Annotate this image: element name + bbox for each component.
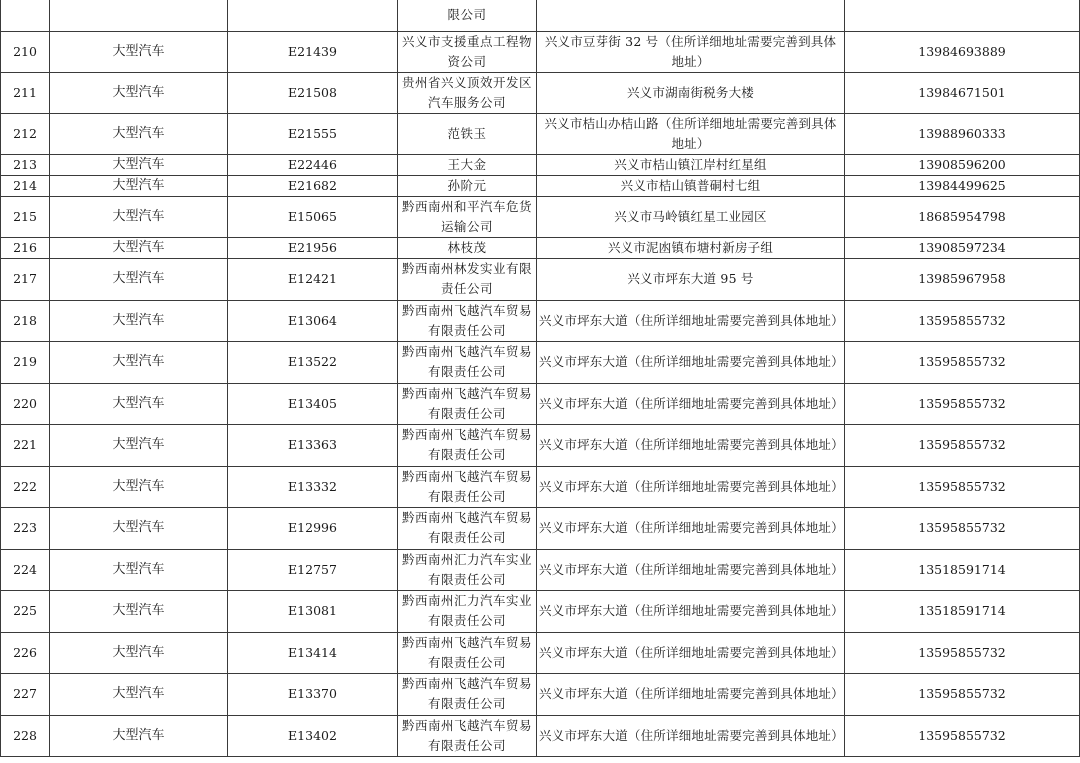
cell-owner: 黔西南州飞越汽车贸易有限责任公司 — [398, 715, 537, 756]
cell-plate-number: E13370 — [228, 673, 398, 715]
cell-owner: 兴义市支援重点工程物资公司 — [398, 31, 537, 72]
cell-phone: 13595855732 — [845, 341, 1080, 383]
cell-phone: 13595855732 — [845, 507, 1080, 549]
table-body — [1, 0, 1080, 756]
cell-plate-number: E21439 — [228, 31, 398, 72]
table-row — [1, 424, 1080, 466]
table-row — [1, 113, 1080, 154]
cell-no: 225 — [1, 590, 50, 632]
cell-no: 219 — [1, 341, 50, 383]
cell-address: 兴义市坪东大道（住所详细地址需要完善到具体地址） — [537, 673, 845, 715]
cell-vehicle-type: 大型汽车 — [50, 383, 228, 424]
cell-owner: 黔西南州飞越汽车贸易有限责任公司 — [398, 383, 537, 424]
cell-plate-number: E13414 — [228, 632, 398, 673]
table-row — [1, 196, 1080, 237]
cell-vehicle-type: 大型汽车 — [50, 549, 228, 590]
cell-vehicle-type: 大型汽车 — [50, 72, 228, 113]
table-row — [1, 673, 1080, 715]
cell-vehicle-type: 大型汽车 — [50, 113, 228, 154]
cell-phone: 13984693889 — [845, 31, 1080, 72]
cell-address: 兴义市坪东大道（住所详细地址需要完善到具体地址） — [537, 300, 845, 341]
cell-address: 兴义市桔山镇普硐村七组 — [537, 175, 845, 196]
table-row — [1, 341, 1080, 383]
cell-phone: 13595855732 — [845, 632, 1080, 673]
cell-address: 兴义市坪东大道（住所详细地址需要完善到具体地址） — [537, 590, 845, 632]
cell-phone: 13908597234 — [845, 237, 1080, 258]
table-row-top-fragment — [1, 0, 1080, 31]
cell-no: 222 — [1, 466, 50, 507]
cell-address: 兴义市马岭镇红星工业园区 — [537, 196, 845, 237]
cell-plate-number: E13405 — [228, 383, 398, 424]
cell-plate-number: E13064 — [228, 300, 398, 341]
cell-phone: 13595855732 — [845, 673, 1080, 715]
cell-no: 226 — [1, 632, 50, 673]
cell-address — [537, 0, 845, 31]
cell-no: 215 — [1, 196, 50, 237]
table-row — [1, 549, 1080, 590]
cell-plate-number: E22446 — [228, 154, 398, 175]
cell-owner: 孙阶元 — [398, 175, 537, 196]
cell-vehicle-type: 大型汽车 — [50, 300, 228, 341]
cell-owner: 黔西南州林发实业有限责任公司 — [398, 258, 537, 300]
cell-vehicle-type: 大型汽车 — [50, 590, 228, 632]
table-row — [1, 175, 1080, 196]
table-row — [1, 31, 1080, 72]
cell-no: 213 — [1, 154, 50, 175]
cell-address: 兴义市湖南街税务大楼 — [537, 72, 845, 113]
cell-phone: 13595855732 — [845, 715, 1080, 756]
cell-no: 220 — [1, 383, 50, 424]
table-row — [1, 258, 1080, 300]
table-row — [1, 154, 1080, 175]
cell-no: 216 — [1, 237, 50, 258]
cell-phone: 18685954798 — [845, 196, 1080, 237]
cell-plate-number: E21956 — [228, 237, 398, 258]
cell-owner: 限公司 — [398, 0, 537, 31]
cell-address: 兴义市豆芽街 32 号（住所详细地址需要完善到具体地址） — [537, 31, 845, 72]
cell-owner: 黔西南州飞越汽车贸易有限责任公司 — [398, 673, 537, 715]
cell-vehicle-type: 大型汽车 — [50, 715, 228, 756]
cell-plate-number: E21555 — [228, 113, 398, 154]
cell-no: 221 — [1, 424, 50, 466]
cell-no: 214 — [1, 175, 50, 196]
cell-phone — [845, 0, 1080, 31]
cell-vehicle-type: 大型汽车 — [50, 196, 228, 237]
cell-plate-number: E13363 — [228, 424, 398, 466]
cell-phone: 13518591714 — [845, 549, 1080, 590]
cell-address: 兴义市坪东大道（住所详细地址需要完善到具体地址） — [537, 466, 845, 507]
cell-no — [1, 0, 50, 31]
cell-vehicle-type: 大型汽车 — [50, 466, 228, 507]
cell-plate-number: E12421 — [228, 258, 398, 300]
cell-phone: 13595855732 — [845, 300, 1080, 341]
cell-phone: 13595855732 — [845, 466, 1080, 507]
cell-owner: 黔西南州飞越汽车贸易有限责任公司 — [398, 466, 537, 507]
cell-phone: 13985967958 — [845, 258, 1080, 300]
cell-owner: 黔西南州飞越汽车贸易有限责任公司 — [398, 424, 537, 466]
cell-address: 兴义市坪东大道（住所详细地址需要完善到具体地址） — [537, 549, 845, 590]
table-row — [1, 466, 1080, 507]
cell-vehicle-type — [50, 0, 228, 31]
cell-no: 212 — [1, 113, 50, 154]
cell-owner: 黔西南州和平汽车危货运输公司 — [398, 196, 537, 237]
cell-vehicle-type: 大型汽车 — [50, 237, 228, 258]
cell-address: 兴义市坪东大道（住所详细地址需要完善到具体地址） — [537, 424, 845, 466]
cell-phone: 13595855732 — [845, 383, 1080, 424]
cell-owner: 王大金 — [398, 154, 537, 175]
cell-vehicle-type: 大型汽车 — [50, 175, 228, 196]
cell-phone: 13984499625 — [845, 175, 1080, 196]
cell-no: 211 — [1, 72, 50, 113]
cell-vehicle-type: 大型汽车 — [50, 673, 228, 715]
cell-address: 兴义市桔山办桔山路（住所详细地址需要完善到具体地址） — [537, 113, 845, 154]
cell-owner: 黔西南州飞越汽车贸易有限责任公司 — [398, 341, 537, 383]
cell-vehicle-type: 大型汽车 — [50, 258, 228, 300]
cell-owner: 黔西南州汇力汽车实业有限责任公司 — [398, 590, 537, 632]
cell-phone: 13984671501 — [845, 72, 1080, 113]
cell-address: 兴义市坪东大道 95 号 — [537, 258, 845, 300]
cell-plate-number: E12996 — [228, 507, 398, 549]
table-row — [1, 383, 1080, 424]
cell-address: 兴义市桔山镇江岸村红星组 — [537, 154, 845, 175]
cell-no: 210 — [1, 31, 50, 72]
cell-address: 兴义市泥凼镇布塘村新房子组 — [537, 237, 845, 258]
cell-owner: 黔西南州飞越汽车贸易有限责任公司 — [398, 300, 537, 341]
table-row — [1, 715, 1080, 756]
cell-no: 217 — [1, 258, 50, 300]
cell-vehicle-type: 大型汽车 — [50, 424, 228, 466]
cell-address: 兴义市坪东大道（住所详细地址需要完善到具体地址） — [537, 507, 845, 549]
cell-address: 兴义市坪东大道（住所详细地址需要完善到具体地址） — [537, 341, 845, 383]
cell-plate-number — [228, 0, 398, 31]
table-row — [1, 300, 1080, 341]
cell-plate-number: E15065 — [228, 196, 398, 237]
cell-vehicle-type: 大型汽车 — [50, 507, 228, 549]
cell-owner: 贵州省兴义顶效开发区汽车服务公司 — [398, 72, 537, 113]
cell-address: 兴义市坪东大道（住所详细地址需要完善到具体地址） — [537, 715, 845, 756]
cell-plate-number: E13402 — [228, 715, 398, 756]
cell-no: 223 — [1, 507, 50, 549]
cell-owner: 范铁玉 — [398, 113, 537, 154]
cell-address: 兴义市坪东大道（住所详细地址需要完善到具体地址） — [537, 632, 845, 673]
cell-owner: 黔西南州飞越汽车贸易有限责任公司 — [398, 632, 537, 673]
cell-vehicle-type: 大型汽车 — [50, 31, 228, 72]
table-row — [1, 507, 1080, 549]
cell-owner: 黔西南州飞越汽车贸易有限责任公司 — [398, 507, 537, 549]
cell-no: 224 — [1, 549, 50, 590]
cell-owner: 黔西南州汇力汽车实业有限责任公司 — [398, 549, 537, 590]
cell-no: 218 — [1, 300, 50, 341]
cell-address: 兴义市坪东大道（住所详细地址需要完善到具体地址） — [537, 383, 845, 424]
cell-plate-number: E21508 — [228, 72, 398, 113]
cell-phone: 13988960333 — [845, 113, 1080, 154]
cell-phone: 13908596200 — [845, 154, 1080, 175]
cell-plate-number: E13081 — [228, 590, 398, 632]
table-row — [1, 632, 1080, 673]
cell-no: 228 — [1, 715, 50, 756]
cell-no: 227 — [1, 673, 50, 715]
cell-phone: 13518591714 — [845, 590, 1080, 632]
cell-phone: 13595855732 — [845, 424, 1080, 466]
cell-plate-number: E13522 — [228, 341, 398, 383]
cell-owner: 林枝茂 — [398, 237, 537, 258]
table-row — [1, 237, 1080, 258]
cell-plate-number: E21682 — [228, 175, 398, 196]
table-row — [1, 72, 1080, 113]
cell-vehicle-type: 大型汽车 — [50, 341, 228, 383]
table-row — [1, 590, 1080, 632]
cell-plate-number: E13332 — [228, 466, 398, 507]
cell-plate-number: E12757 — [228, 549, 398, 590]
cell-vehicle-type: 大型汽车 — [50, 154, 228, 175]
cell-vehicle-type: 大型汽车 — [50, 632, 228, 673]
